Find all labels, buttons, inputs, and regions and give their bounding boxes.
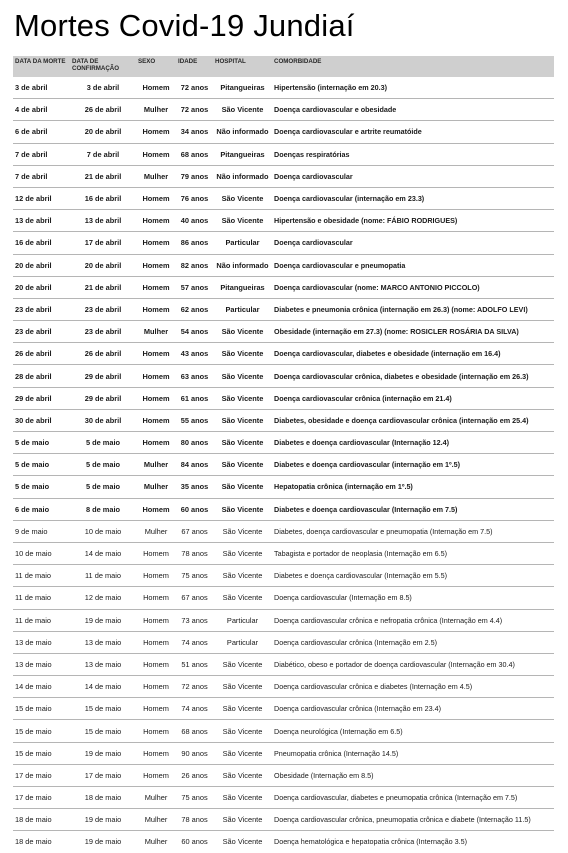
sex-cell: Homem [136, 276, 176, 298]
comorbidity-cell: Obesidade (Internação em 8.5) [272, 764, 554, 786]
sex-cell: Homem [136, 121, 176, 143]
death-date-cell: 15 de maio [13, 720, 70, 742]
confirmation-date-cell: 15 de maio [70, 720, 136, 742]
sex-cell: Mulher [144, 837, 168, 847]
death-date-cell: 15 de maio [13, 698, 70, 720]
hospital-cell: Não informado [213, 121, 272, 143]
table-row [13, 676, 554, 698]
age-cell: 74 anos [176, 631, 213, 653]
hospital-cell: Particular [213, 631, 272, 653]
table-row [13, 210, 554, 232]
confirmation-date-cell: 8 de maio [70, 498, 136, 520]
confirmation-date-cell: 17 de abril [70, 232, 136, 254]
confirmation-date-cell: 26 de abril [70, 343, 136, 365]
table-row [13, 343, 554, 365]
confirmation-date-cell: 18 de maio [70, 787, 136, 809]
death-date-cell: 23 de abril [13, 298, 70, 320]
confirmation-date-cell: 11 de maio [70, 565, 136, 587]
confirmation-date-cell: 14 de maio [70, 542, 136, 564]
age-cell: 90 anos [176, 742, 213, 764]
sex-cell: Homem [136, 542, 176, 564]
death-date-cell: 11 de maio [13, 609, 70, 631]
confirmation-date-cell: 15 de maio [70, 698, 136, 720]
hospital-cell: Particular [213, 232, 272, 254]
death-date-cell: 7 de abril [13, 165, 70, 187]
age-cell: 62 anos [176, 298, 213, 320]
confirmation-date-cell: 13 de abril [70, 210, 136, 232]
confirmation-date-cell: 19 de maio [70, 609, 136, 631]
confirmation-date-cell: 16 de abril [70, 187, 136, 209]
hospital-cell: São Vicente [213, 409, 272, 431]
comorbidity-cell: Doença cardiovascular crônica e diabetes (Internação em 4.5) [272, 676, 554, 698]
confirmation-date-cell: 5 de maio [70, 432, 136, 454]
hospital-cell: São Vicente [222, 837, 263, 847]
table-row [13, 831, 554, 853]
table-row [13, 454, 554, 476]
comorbidity-cell: Obesidade (internação em 27.3) (nome: ROSICLER ROSÁRIA DA SILVA) [272, 321, 554, 343]
hospital-cell: Não informado [213, 254, 272, 276]
hospital-cell: São Vicente [213, 498, 272, 520]
confirmation-date-cell: 19 de maio [70, 742, 136, 764]
table-row [13, 77, 554, 99]
hospital-cell: São Vicente [213, 809, 272, 831]
sex-cell: Homem [136, 498, 176, 520]
age-cell: 26 anos [176, 764, 213, 786]
confirmation-date-cell: 12 de maio [70, 587, 136, 609]
hospital-cell: São Vicente [213, 787, 272, 809]
death-date-cell: 12 de abril [13, 187, 70, 209]
confirmation-date-cell: 7 de abril [70, 143, 136, 165]
comorbidity-cell: Hipertensão (internação em 20.3) [272, 77, 554, 99]
comorbidity-cell: Tabagista e portador de neoplasia (Internação em 6.5) [272, 542, 554, 564]
table-row [13, 764, 554, 786]
hospital-cell: São Vicente [213, 99, 272, 121]
sex-cell: Homem [136, 210, 176, 232]
comorbidity-cell: Pneumopatia crônica (Internação 14.5) [272, 742, 554, 764]
hospital-cell: São Vicente [213, 187, 272, 209]
sex-cell: Homem [136, 343, 176, 365]
comorbidity-cell: Doença cardiovascular e pneumopatia [272, 254, 554, 276]
table-header [13, 56, 554, 77]
header-comorbidity: COMORBIDADE [272, 56, 554, 77]
hospital-cell: Pitangueiras [213, 276, 272, 298]
death-date-cell: 20 de abril [13, 276, 70, 298]
death-date-cell: 10 de maio [13, 542, 70, 564]
hospital-cell: São Vicente [213, 587, 272, 609]
age-cell: 60 anos [176, 498, 213, 520]
table-row [13, 254, 554, 276]
hospital-cell: São Vicente [213, 764, 272, 786]
confirmation-date-cell: 14 de maio [70, 676, 136, 698]
table-row [13, 520, 554, 542]
sex-cell: Homem [136, 698, 176, 720]
comorbidity-cell: Diabetes, obesidade e doença cardiovascular crônica (internação em 25.4) [272, 409, 554, 431]
hospital-cell: São Vicente [213, 742, 272, 764]
table-row [13, 387, 554, 409]
sex-cell: Homem [136, 720, 176, 742]
sex-cell: Homem [136, 143, 176, 165]
table-row [13, 165, 554, 187]
hospital-cell: Pitangueiras [213, 143, 272, 165]
sex-cell: Mulher [136, 321, 176, 343]
table-row [13, 321, 554, 343]
age-cell: 61 anos [176, 387, 213, 409]
deaths-table [13, 56, 554, 853]
hospital-cell: São Vicente [213, 210, 272, 232]
table-row [13, 476, 554, 498]
death-date-cell: 11 de maio [13, 565, 70, 587]
death-date-cell: 16 de abril [13, 232, 70, 254]
comorbidity-cell: Doença cardiovascular, diabetes e obesidade (internação em 16.4) [272, 343, 554, 365]
comorbidity-cell: Diabetes, doença cardiovascular e pneumopatia (Internação em 7.5) [272, 520, 554, 542]
age-cell: 72 anos [176, 676, 213, 698]
sex-cell: Mulher [136, 99, 176, 121]
confirmation-date-cell: 3 de abril [70, 77, 136, 99]
comorbidity-cell: Diabético, obeso e portador de doença cardiovascular (Internação em 30.4) [272, 653, 554, 675]
age-cell: 67 anos [176, 587, 213, 609]
death-date-cell: 13 de maio [13, 631, 70, 653]
hospital-cell: Não informado [213, 165, 272, 187]
death-date-cell: 7 de abril [13, 143, 70, 165]
table-row [13, 787, 554, 809]
header-confirmation-date: DATA DE CONFIRMAÇÃO [70, 56, 136, 77]
comorbidity-cell: Doença cardiovascular crônica (internação em 21.4) [272, 387, 554, 409]
table-row [13, 609, 554, 631]
death-date-cell: 13 de maio [13, 653, 70, 675]
death-date-cell: 28 de abril [13, 365, 70, 387]
confirmation-date-cell: 17 de maio [70, 764, 136, 786]
age-cell: 78 anos [176, 542, 213, 564]
sex-cell: Homem [136, 77, 176, 99]
sex-cell: Mulher [136, 520, 176, 542]
confirmation-date-cell: 29 de abril [70, 387, 136, 409]
table-row [13, 365, 554, 387]
death-date-cell: 18 de maio [13, 809, 70, 831]
age-cell: 84 anos [176, 454, 213, 476]
table-row [13, 232, 554, 254]
confirmation-date-cell: 30 de abril [70, 409, 136, 431]
confirmation-date-cell: 5 de maio [70, 476, 136, 498]
table-row [13, 143, 554, 165]
sex-cell: Homem [136, 742, 176, 764]
confirmation-date-cell: 26 de abril [70, 99, 136, 121]
table-row [13, 187, 554, 209]
hospital-cell: Pitangueiras [213, 77, 272, 99]
age-cell: 51 anos [176, 653, 213, 675]
sex-cell: Mulher [136, 165, 176, 187]
age-cell: 86 anos [176, 232, 213, 254]
hospital-cell: São Vicente [213, 653, 272, 675]
comorbidity-cell: Doenças respiratórias [272, 143, 554, 165]
comorbidity-cell: Doença cardiovascular e artrite reumatóide [272, 121, 554, 143]
confirmation-date-cell: 10 de maio [70, 520, 136, 542]
death-date-cell: 15 de maio [13, 742, 70, 764]
age-cell: 74 anos [176, 698, 213, 720]
death-date-cell: 9 de maio [13, 520, 70, 542]
header-row [13, 56, 554, 77]
death-date-cell: 30 de abril [13, 409, 70, 431]
table-row [13, 631, 554, 653]
comorbidity-cell: Hepatopatia crônica (internação em 1º.5) [272, 476, 554, 498]
table-row [13, 653, 554, 675]
comorbidity-cell: Doença cardiovascular (Internação em 8.5) [272, 587, 554, 609]
death-date-cell: 3 de abril [13, 77, 70, 99]
age-cell: 73 anos [176, 609, 213, 631]
comorbidity-cell: Diabetes e doença cardiovascular (Internação em 5.5) [272, 565, 554, 587]
hospital-cell: São Vicente [213, 365, 272, 387]
sex-cell: Homem [136, 409, 176, 431]
age-cell: 72 anos [176, 99, 213, 121]
age-cell: 54 anos [176, 321, 213, 343]
confirmation-date-cell: 23 de abril [70, 298, 136, 320]
age-cell: 60 anos [181, 837, 208, 847]
death-date-cell: 26 de abril [13, 343, 70, 365]
death-date-cell: 5 de maio [13, 476, 70, 498]
death-date-cell: 6 de abril [13, 121, 70, 143]
sex-cell: Homem [136, 187, 176, 209]
age-cell: 82 anos [176, 254, 213, 276]
hospital-cell: São Vicente [213, 343, 272, 365]
death-date-cell: 4 de abril [13, 99, 70, 121]
comorbidity-cell: Doença cardiovascular (internação em 23.3) [272, 187, 554, 209]
age-cell: 34 anos [176, 121, 213, 143]
table-row [13, 698, 554, 720]
death-date-cell: 17 de maio [13, 764, 70, 786]
table-row [13, 432, 554, 454]
header-age: IDADE [176, 56, 213, 77]
hospital-cell: São Vicente [213, 387, 272, 409]
sex-cell: Homem [136, 676, 176, 698]
table-row [13, 809, 554, 831]
comorbidity-cell: Diabetes e pneumonia crônica (internação em 26.3) (nome: ADOLFO LEVI) [272, 298, 554, 320]
death-date-cell: 6 de maio [13, 498, 70, 520]
comorbidity-cell: Doença cardiovascular crônica, pneumopatia crônica e diabete (Internação 11.5) [272, 809, 554, 831]
table-row [13, 498, 554, 520]
age-cell: 79 anos [176, 165, 213, 187]
table-row [13, 742, 554, 764]
sex-cell: Homem [136, 387, 176, 409]
comorbidity-cell: Hipertensão e obesidade (nome: FÁBIO RODRIGUES) [272, 210, 554, 232]
confirmation-date-cell: 19 de maio [70, 809, 136, 831]
death-date-cell: 5 de maio [13, 454, 70, 476]
comorbidity-cell: Doença cardiovascular crônica (Internação em 2.5) [272, 631, 554, 653]
sex-cell: Homem [136, 432, 176, 454]
age-cell: 72 anos [176, 77, 213, 99]
confirmation-date-cell: 20 de abril [70, 254, 136, 276]
confirmation-date-cell: 13 de maio [70, 653, 136, 675]
sex-cell: Homem [136, 298, 176, 320]
age-cell: 67 anos [176, 520, 213, 542]
comorbidity-cell: Diabetes e doença cardiovascular (Internação 12.4) [272, 432, 554, 454]
comorbidity-cell: Doença cardiovascular e obesidade [272, 99, 554, 121]
header-sex: SEXO [136, 56, 176, 77]
age-cell: 78 anos [176, 809, 213, 831]
hospital-cell: Particular [213, 609, 272, 631]
table-row [13, 720, 554, 742]
confirmation-date-cell: 21 de abril [70, 165, 136, 187]
comorbidity-cell: Doença cardiovascular, diabetes e pneumopatia crônica (Internação em 7.5) [272, 787, 554, 809]
comorbidity-cell: Doença cardiovascular [272, 165, 554, 187]
page-title: Mortes Covid-19 Jundiaí [14, 8, 355, 43]
sex-cell: Homem [136, 609, 176, 631]
comorbidity-cell: Doença cardiovascular crônica, diabetes e obesidade (internação em 26.3) [272, 365, 554, 387]
age-cell: 75 anos [176, 565, 213, 587]
confirmation-date-cell: 13 de maio [70, 631, 136, 653]
hospital-cell: São Vicente [213, 698, 272, 720]
age-cell: 76 anos [176, 187, 213, 209]
table-body [13, 77, 554, 853]
hospital-cell: São Vicente [213, 565, 272, 587]
table-row [13, 587, 554, 609]
age-cell: 57 anos [176, 276, 213, 298]
comorbidity-cell: Doença neurológica (Internação em 6.5) [272, 720, 554, 742]
sex-cell: Homem [136, 764, 176, 786]
sex-cell: Mulher [136, 787, 176, 809]
comorbidity-cell: Doença hematológica e hepatopatia crônica (Internação 3.5) [274, 837, 467, 847]
table-row [13, 276, 554, 298]
hospital-cell: São Vicente [213, 454, 272, 476]
age-cell: 80 anos [176, 432, 213, 454]
death-date-cell: 11 de maio [13, 587, 70, 609]
hospital-cell: Particular [213, 298, 272, 320]
confirmation-date-cell: 29 de abril [70, 365, 136, 387]
header-death-date: DATA DA MORTE [13, 56, 70, 77]
sex-cell: Homem [136, 653, 176, 675]
comorbidity-cell: Doença cardiovascular crônica e nefropatia crônica (Internação em 4.4) [272, 609, 554, 631]
hospital-cell: São Vicente [213, 432, 272, 454]
age-cell: 75 anos [176, 787, 213, 809]
hospital-cell: São Vicente [213, 720, 272, 742]
death-date-cell: 18 de maio [15, 837, 52, 847]
table-row [13, 121, 554, 143]
comorbidity-cell: Diabetes e doença cardiovascular (internação em 1º.5) [272, 454, 554, 476]
hospital-cell: São Vicente [213, 476, 272, 498]
comorbidity-cell: Doença cardiovascular (nome: MARCO ANTONIO PICCOLO) [272, 276, 554, 298]
comorbidity-cell: Doença cardiovascular crônica (Internação em 23.4) [272, 698, 554, 720]
comorbidity-cell: Doença cardiovascular [272, 232, 554, 254]
confirmation-date-cell: 19 de maio [84, 837, 122, 847]
confirmation-date-cell: 23 de abril [70, 321, 136, 343]
death-date-cell: 14 de maio [13, 676, 70, 698]
table-row [13, 565, 554, 587]
hospital-cell: São Vicente [213, 520, 272, 542]
age-cell: 63 anos [176, 365, 213, 387]
age-cell: 55 anos [176, 409, 213, 431]
death-date-cell: 29 de abril [13, 387, 70, 409]
sex-cell: Homem [136, 232, 176, 254]
table-row [13, 298, 554, 320]
sex-cell: Homem [136, 631, 176, 653]
confirmation-date-cell: 20 de abril [70, 121, 136, 143]
death-date-cell: 5 de maio [13, 432, 70, 454]
age-cell: 35 anos [176, 476, 213, 498]
confirmation-date-cell: 5 de maio [70, 454, 136, 476]
hospital-cell: São Vicente [213, 542, 272, 564]
header-hospital: HOSPITAL [213, 56, 272, 77]
age-cell: 68 anos [176, 143, 213, 165]
hospital-cell: São Vicente [213, 676, 272, 698]
death-date-cell: 23 de abril [13, 321, 70, 343]
table-row [13, 409, 554, 431]
death-date-cell: 17 de maio [13, 787, 70, 809]
sex-cell: Mulher [136, 809, 176, 831]
age-cell: 43 anos [176, 343, 213, 365]
sex-cell: Homem [136, 254, 176, 276]
sex-cell: Homem [136, 365, 176, 387]
sex-cell: Mulher [136, 454, 176, 476]
sex-cell: Mulher [136, 476, 176, 498]
sex-cell: Homem [136, 565, 176, 587]
age-cell: 68 anos [176, 720, 213, 742]
death-date-cell: 13 de abril [13, 210, 70, 232]
table-row [13, 99, 554, 121]
table-row [13, 542, 554, 564]
age-cell: 40 anos [176, 210, 213, 232]
hospital-cell: São Vicente [213, 321, 272, 343]
sex-cell: Homem [136, 587, 176, 609]
confirmation-date-cell: 21 de abril [70, 276, 136, 298]
death-date-cell: 20 de abril [13, 254, 70, 276]
comorbidity-cell: Diabetes e doença cardiovascular (Internação em 7.5) [272, 498, 554, 520]
